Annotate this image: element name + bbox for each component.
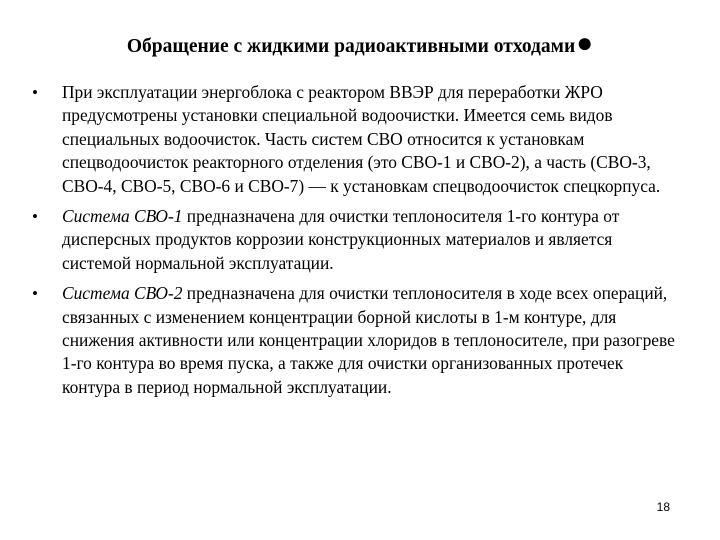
system-term: Система СВО-1 — [62, 206, 183, 227]
bullet-item — [30, 205, 680, 275]
page-number: 18 — [656, 500, 670, 514]
bullet-item — [30, 81, 680, 198]
slide-title — [0, 28, 720, 60]
bullet-icon: • — [32, 83, 38, 102]
bullet-icon: • — [32, 284, 38, 304]
bullet-text: При эксплуатации энергоблока с реактором ВВЭР для переработки ЖРО предусмотрены установки специальной водоочистки. Имеется семь видов специальных водоочисток. Часть систем СВО относится к установкам спецводоочисток реакторного отделения (это СВО-1 и СВО-2), а часть (СВО-3, СВО-4, СВО-5, СВО-6 и СВО-7) — к установкам спецводоочисток спецкорпуса. — [62, 82, 661, 196]
bullet-text: предназначена для очистки теплоносителя 1-го контура от дисперсных продуктов коррозии конструкционных материалов и является системой нормальной эксплуатации. — [62, 206, 620, 273]
title-dot-icon: ● — [576, 28, 594, 59]
bullet-item — [30, 282, 680, 399]
bullet-list — [30, 81, 680, 399]
bullet-text: предназначена для очистки теплоносителя в ходе всех операций, связанных с изменением концентрации борной кислоты в 1-м контуре, для снижения активности или концентрации хлоридов в теплоносителе, при разогреве 1-го контура во время пуска, а также для очистки организованных протечек контура в период нормальной эксплуатации. — [62, 283, 675, 397]
bullet-icon: • — [32, 207, 38, 227]
system-term: Система СВО-2 — [62, 283, 183, 304]
slide-title-text: Обращение с жидкими радиоактивными отходами — [126, 36, 576, 57]
